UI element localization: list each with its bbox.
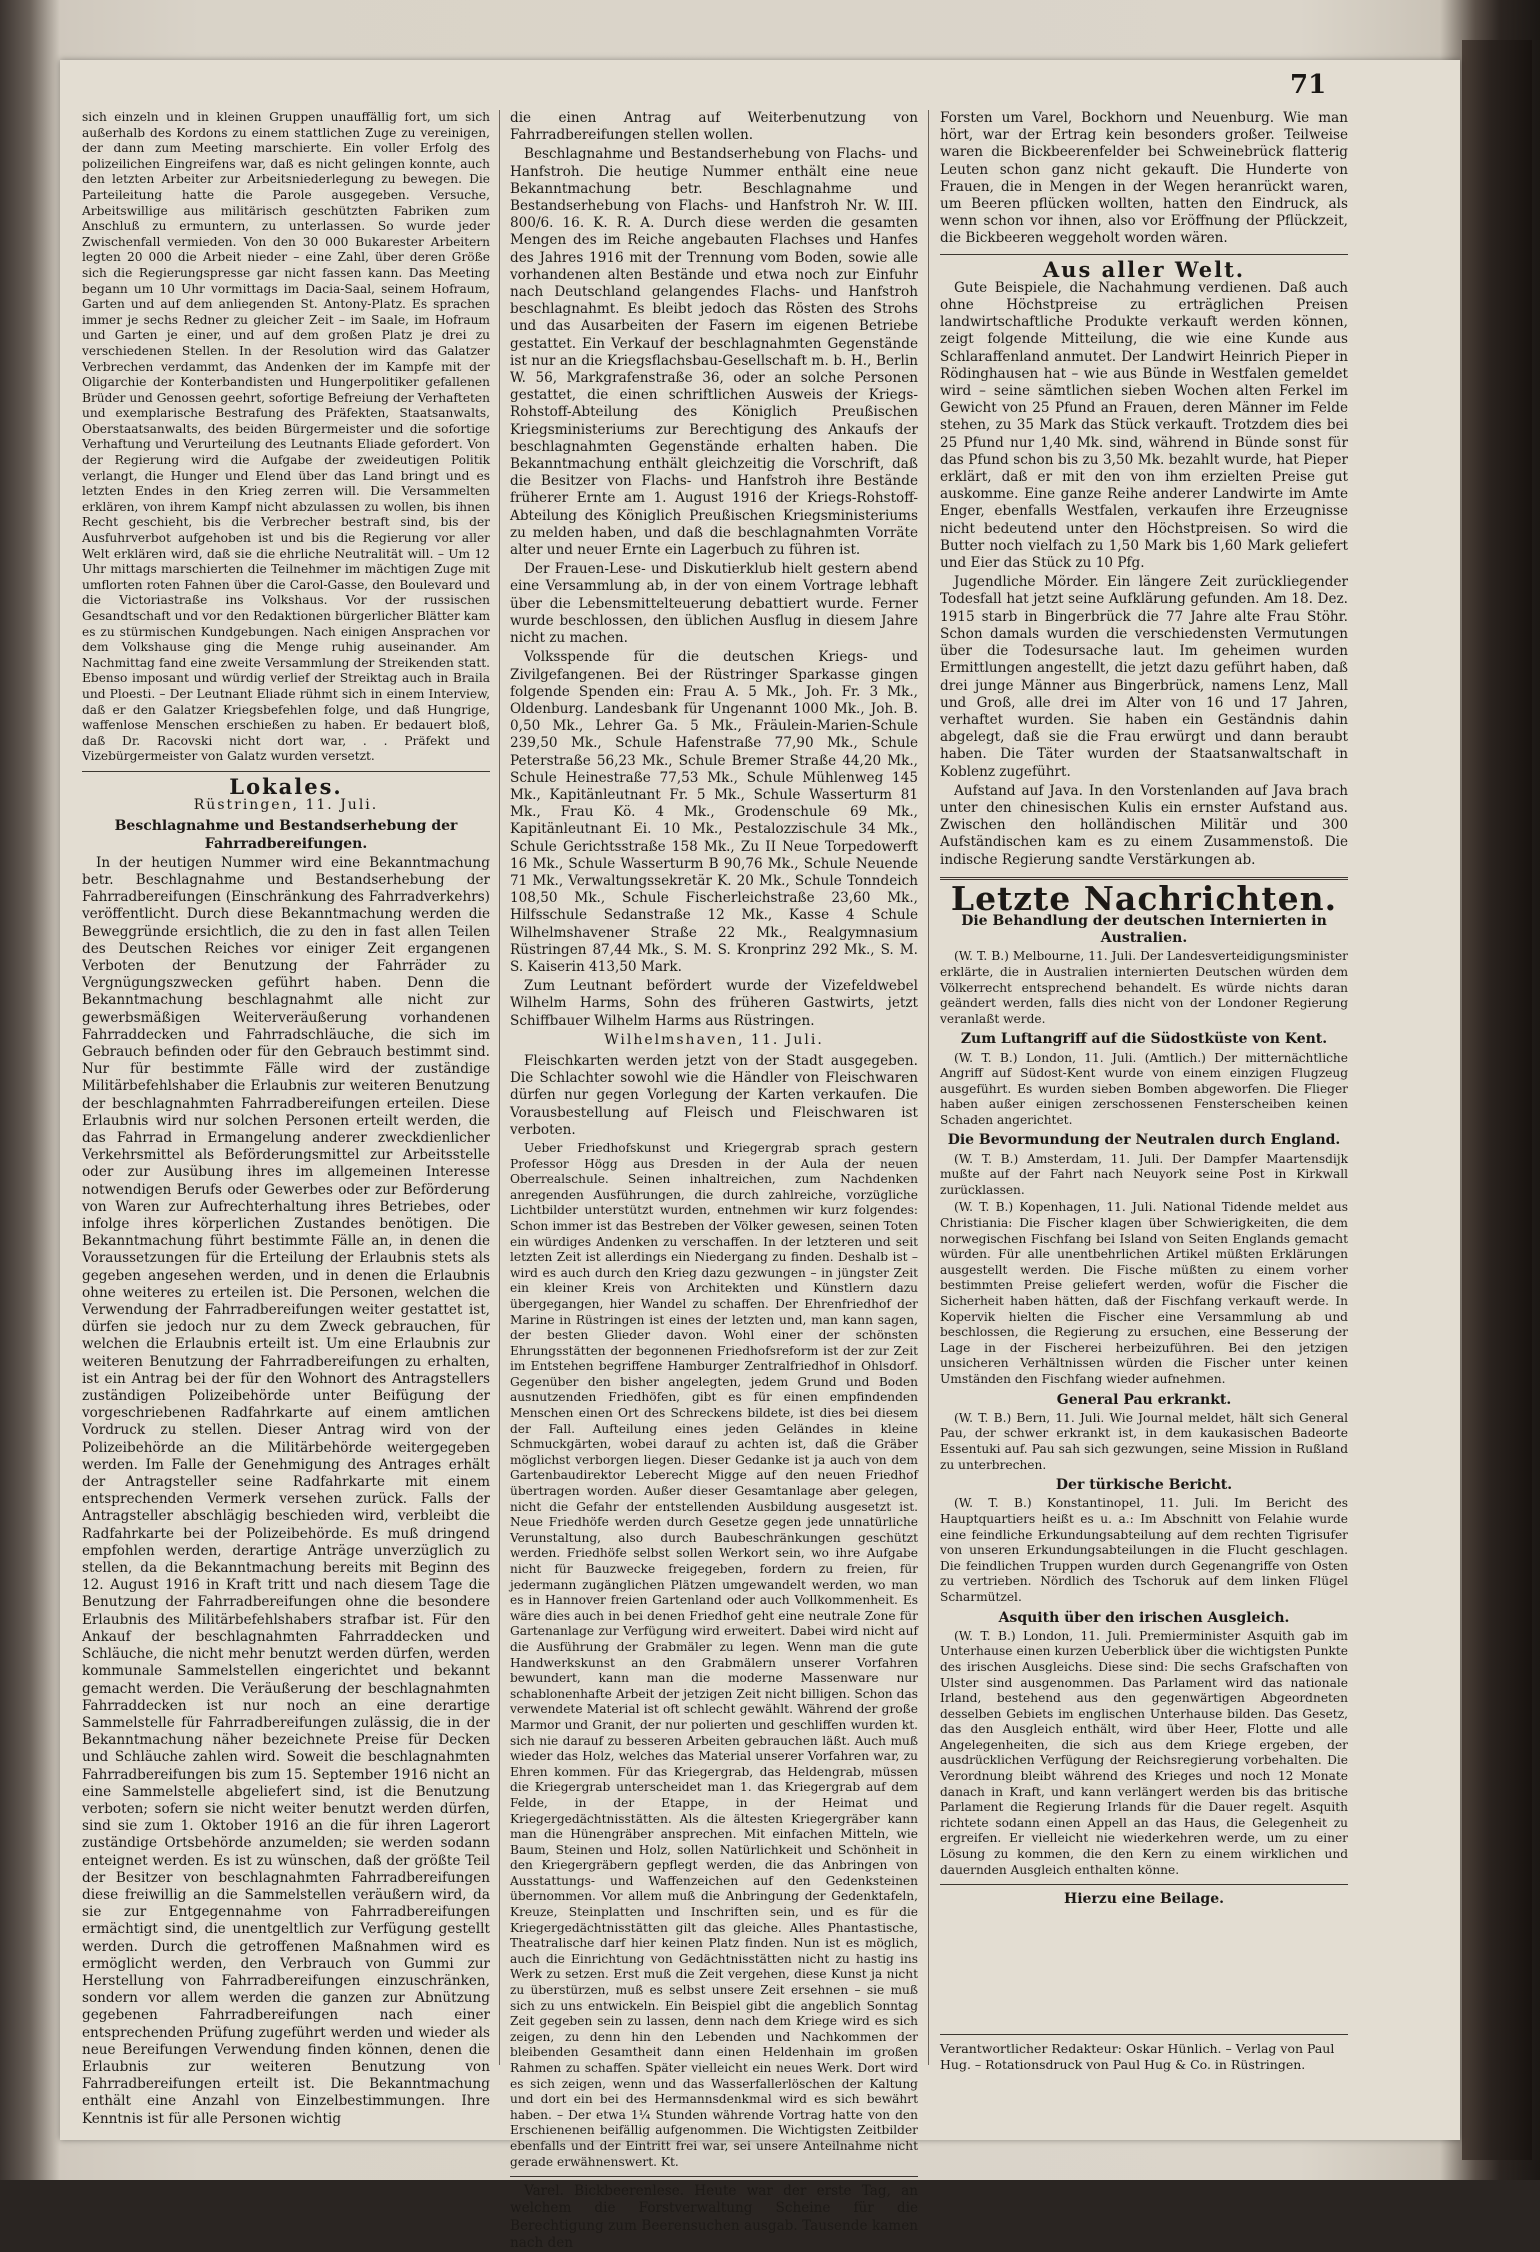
news-headline: Zum Luftangriff auf die Südostküste von Kent. bbox=[960, 1031, 1328, 1048]
article-text: Jugendliche Mörder. Ein längere Zeit zurückliegender Todesfall hat jetzt seine Aufklärung gefunden. Am 18. Dez. 1915 starb in Bingerbrück die 77 Jahre alte Frau Stöhr. Schon damals wurden die verschiedensten Vermutungen über die Todesursache laut. Im geheimen wurden Ermittlungen angestellt, die jetzt dazu geführt haben, daß drei junge Männer aus Bingerbrück, namens Lenz, Mall und Groß, alle drei im Alter von 16 und 17 Jahren, verhaftet wurden. Sie haben ein Geständnis dahin abgelegt, daß sie die Frau erwürgt und dann beraubt haben. Die Täter wurden der Staatsanwaltschaft in Koblenz zugeführt. bbox=[940, 574, 1348, 780]
news-headline: Die Behandlung der deutschen Internierten in Australien. bbox=[961, 912, 1327, 947]
section-title-large: Letzte Nachrichten. bbox=[950, 878, 1338, 918]
section-title: Aus aller Welt. bbox=[1042, 256, 1246, 282]
news-text: (W. T. B.) London, 11. Juli. (Amtlich.) Der mitternächtliche Angriff auf Südost-Kent wurde von einem einzigen Flugzeug ausgeführt. Es wurden sieben Bomben abgeworfen. Die Flieger haben außer einigen zerschossenen Fensterscheiben keinen Schaden angerichtet. bbox=[940, 1050, 1348, 1127]
dateline: Wilhelmshaven, 11. Juli. bbox=[604, 1031, 824, 1048]
divider bbox=[82, 771, 490, 772]
news-text: (W. T. B.) Kopenhagen, 11. Juli. National Tidende meldet aus Christiania: Die Fischer klagen über Schwierigkeiten, die dem norwegischen Fischfang bei Island von Seiten Englands gemacht würden. Für alle unentbehrlichen Artikel müßten Erklärungen ausgestellt werden. Die Fische müßten zu einem vorher bestimmten Preise geliefert werden, wofür die Fischer die Sicherheit haben hätten, daß der Fischfang verkauft werde. In Kopervik hielten die Fischer eine Versammlung ab und beschlossen, die Regierung zu ersuchen, eine Besserung der Lage in der Fischerei herbeizuführen. Bei den jetzigen unsicheren Verhältnissen würden die Fischer unter keinen Umständen den Fischfang wieder aufnehmen. bbox=[940, 1200, 1348, 1386]
dateline: Rüstringen, 11. Juli. bbox=[193, 797, 379, 814]
column-2 bbox=[510, 110, 918, 2251]
supplement-note: Hierzu eine Beilage. bbox=[1063, 1891, 1225, 1908]
article-headline: Beschlagnahme und Bestandserhebung der Fahrradbereifungen. bbox=[114, 818, 458, 852]
page-number: 71 bbox=[1290, 70, 1327, 100]
article-text: die einen Antrag auf Weiterbenutzung von Fahrradbereifungen stellen wollen. bbox=[510, 110, 918, 144]
news-headline: Asquith über den irischen Ausgleich. bbox=[998, 1609, 1290, 1626]
news-text: (W. T. B.) Bern, 11. Juli. Wie Journal meldet, hält sich General Pau, der schwer erkrankt ist, in dem kaukasischen Badeorte Essentuki auf. Pau sah sich gezwungen, seine Mission in Rußland zu unterbrechen. bbox=[940, 1410, 1348, 1472]
divider bbox=[940, 2034, 1348, 2035]
section-title: Lokales. bbox=[229, 773, 343, 799]
article-text: Gute Beispiele, die Nachahmung verdienen. Daß auch ohne Höchstpreise zu erträglichen Preisen landwirtschaftliche Produkte verkauft werden können, zeigt folgende Mitteilung, die wie eine Kunde aus Schlaraffenland anmutet. Der Landwirt Heinrich Pieper in Rödinghausen hat – wie aus Bünde in Westfalen gemeldet wird – seine sämtlichen sieben Wochen alten Ferkel im Gewicht von 25 Pfund an Frauen, deren Männer im Felde stehen, zu 35 Mark das Stück verkauft. Trotzdem dies bei 25 Pfund nur 1,40 Mk. sind, während in Bünde sonst für das Pfund schon bis zu 3,50 Mk. bezahlt wurde, hat Pieper erklärt, daß er mit den von ihm erzielten Preise gut auskomme. Eine ganze Reihe anderer Landwirte im Amte Enger, ebenfalls Westfalen, verkaufen ihre Erzeugnisse nicht bedeutend unter den Höchstpreisen. So wird die Butter noch vielfach zu 1,50 Mark bis 1,60 Mark geliefert und Eier das Stück zu 10 Pfg. bbox=[940, 279, 1348, 572]
article-text: Der Frauen-Lese- und Diskutierklub hielt gestern abend eine Versammlung ab, in der von einem Vortrage lebhaft über die Lebensmittelteuerung debattiert wurde. Ferner wurde beschlossen, den üblichen Ausflug in diesem Jahre nicht zu machen. bbox=[510, 561, 918, 647]
article-text: Beschlagnahme und Bestandserhebung von Flachs- und Hanfstroh. Die heutige Nummer enthält eine neue Bekanntmachung betr. Beschlagnahme und Bestandserhebung von Flachs- und Hanfstroh Nr. W. III. 800/6. 16. K. R. A. Durch diese werden die gesamten Mengen des im Reiche angebauten Flachses und Hanfes des Jahres 1916 mit der Trennung vom Boden, sowie alle vorhandenen alten Bestände und etwa noch zur Einfuhr nach Deutschland gelangendes Flachs- und Hanfstroh beschlagnahmt. Es bleibt jedoch das Rösten des Strohs und das Ausarbeiten der Fasern im eigenen Betriebe gestattet. Ein Verkauf der beschlagnahmten Gegenstände ist nur an die Kriegsflachsbau-Gesellschaft m. b. H., Berlin W. 56, Markgrafenstraße 36, oder an solche Personen gestattet, die einen schriftlichen Ausweis der Kriegs-Rohstoff-Abteilung des Königlich Preußischen Kriegsministeriums zur Berechtigung des Ankaufs der beschlagnahmten Gegenstände erhalten haben. Die Bekanntmachung enthält gleichzeitig die Vorschrift, daß die Besitzer von Flachs- und Hanfstroh ihre Bestände früherer Ernte am 1. August 1916 der Kriegs-Rohstoff-Abteilung des Königlich Preußischen Kriegsministeriums zu melden haben, und daß die beschlagnahmten Vorräte alter und neuer Ernte ein Lagerbuch zu führen ist. bbox=[510, 146, 918, 559]
article-text: Volksspende für die deutschen Kriegs- und Zivilgefangenen. Bei der Rüstringer Sparkasse gingen folgende Spenden ein: Frau A. 5 Mk., Joh. Fr. 3 Mk., Oldenburg. Landesbank für Ungenannt 1000 Mk., Joh. B. 0,50 Mk., Lehrer Ga. 5 Mk., Fräulein-Marien-Schule 239,50 Mk., Schule Hafenstraße 77,90 Mk., Schule Peterstraße 56,23 Mk., Schule Bremer Straße 44,20 Mk., Schule Heinestraße 77,53 Mk., Schule Mühlenweg 145 Mk., Kapitänleutnant Fr. 5 Mk., Schule Wasserturm 81 Mk., Frau Kö. 4 Mk., Grodenschule 69 Mk., Kapitänleutnant Ei. 10 Mk., Pestalozzischule 34 Mk., Schule Gerichtsstraße 158 Mk., Zu II Neue Torpedowerft 16 Mk., Schule Wasserturm B 90,76 Mk., Schule Neuende 71 Mk., Verwaltungssekretär K. 20 Mk., Schule Tonndeich 108,50 Mk., Schule Fischerleichstraße 23,60 Mk., Hilfsschule Sedanstraße 12 Mk., Kasse 4 Schule Wilhelmshavener Straße 22 Mk., Realgymnasium Rüstringen 87,44 Mk., S. M. S. Kronprinz 292 Mk., S. M. S. Kaiserin 413,50 Mark. bbox=[510, 649, 918, 975]
news-headline: Die Bevormundung der Neutralen durch England. bbox=[947, 1132, 1341, 1149]
article-text: In der heutigen Nummer wird eine Bekanntmachung betr. Beschlagnahme und Bestandserhebung der Fahrradbereifungen (Einschränkung des Fahrradverkehrs) veröffentlicht. Durch diese Bekanntmachung werden die Beweggründe ersichtlich, die zu den in fast allen Teilen des Deutschen Reiches vor einiger Zeit ergangenen Verboten der Benutzung der Fahrräder zu Vergnügungszwecken geführt haben. Denn die Bekanntmachung beschlagnahmt alle nicht zur gewerbsmäßigen Weiterveräußerung vorhandenen Fahrraddecken und Fahrradschläuche, die sich im Gebrauch befinden oder für den Gebrauch bestimmt sind. Nur für bestimmte Fälle wird der zuständige Militärbefehlshaber die Erlaubnis zur weiteren Benutzung der beschlagnahmten Fahrradbereifungen erteilen. Diese Erlaubnis wird nur solchen Personen erteilt werden, die das Fahrrad in Ermangelung anderer zweckdienlicher Verkehrsmittel als Beförderungsmittel zur Arbeitsstelle oder zur Ausübung ihres im allgemeinen Interesse notwendigen Berufs oder Gewerbes oder zur Beförderung von Waren zur Aufrechterhaltung ihres Betriebes, oder infolge ihres körperlichen Zustandes benötigen. Die Bekanntmachung führt bestimmte Fälle an, in denen die Voraussetzungen für die Erteilung der Erlaubnis stets als gegeben angesehen werden, und in denen die Erlaubnis ohne weiteres zu erteilen ist. Die Personen, welchen die Verwendung der Fahrradbereifungen weiter gestattet ist, dürfen sie jedoch nur zu dem Zweck gebrauchen, für welchen die Erlaubnis erteilt ist. Um eine Erlaubnis zur weiteren Benutzung der Fahrradbereifungen zu erhalten, ist ein Antrag bei der für den Wohnort des Antragstellers zuständigen Polizeibehörde unter Beifügung der vorgeschriebenen Radfahrkarte auf einem amtlichen Vordruck zu stellen. Dieser Antrag wird von der Polizeibehörde an die Militärbehörde weitergegeben werden. Im Falle der Genehmigung des Antrages erhält der Antragsteller seine Radfahrkarte mit einem entsprechenden Vermerk versehen zurück. Falls der Antragsteller abschlägig beschieden wird, verbleibt die Radfahrkarte bei der Polizeibehörde. Es muß dringend empfohlen werden, derartige Anträge unverzüglich zu stellen, da die Bekanntmachung bereits mit Beginn des 12. August 1916 in Kraft tritt und nach diesem Tage die Benutzung der Fahrradbereifungen ohne die besondere Erlaubnis des Militärbefehlshabers strafbar ist. Für den Ankauf der beschlagnahmten Fahrraddecken und Schläuche, die nicht mehr benutzt werden dürfen, werden kommunale Sammelstellen eingerichtet und bekannt gemacht werden. Die Veräußerung der beschlagnahmten Fahrraddecken ist nur noch an eine derartige Sammelstelle für Fahrradbereifungen zulässig, die in der Bekanntmachung näher bezeichnete Preise für Decken und Schläuche zahlen wird. Soweit die beschlagnahmten Fahrradbereifungen bis zum 15. September 1916 nicht an eine Sammelstelle abgeliefert sind, ist die Benutzung verboten; sofern sie nicht weiter benutzt werden dürfen, sind sie zum 1. Oktober 1916 an die für ihren Lagerort zuständige Ortsbehörde anzumelden; sie werden sodann enteignet werden. Es ist zu wünschen, daß der größte Teil der Besitzer von beschlagnahmten Fahrradbereifungen diese freiwillig an die Sammelstellen veräußern wird, da sie zur Entgegennahme von Fahrradbereifungen ermächtigt sind, die unentgeltlich zur Verfügung gestellt werden. Durch die getroffenen Maßnahmen wird es ermöglicht werden, den Verbrauch von Gummi zur Herstellung von Fahrradbereifungen einzuschränken, sondern vor allem werden die ganzen zur Abnützung gegebenen Fahrradbereifungen nach einer entsprechenden Prüfung zugeführt werden und wieder als neue Bereifungen Verwendung finden können, denen die Erlaubnis zur weiteren Benutzung von Fahrradbereifungen erteilt ist. Die Bekanntmachung enthält eine Anzahl von Einzelbestimmungen. Ihre Kenntnis ist für alle Personen wichtig bbox=[82, 854, 490, 2127]
article-text: Forsten um Varel, Bockhorn und Neuenburg. Wie man hört, war der Ertrag kein besonders großer. Teilweise waren die Bickbeerenfelder bei Schweinebrück flatterig Leuten schon ganz nicht gekauft. Die Hunderte von Frauen, die in Mengen in der Wegen heranrückt waren, um Beeren pflücken wollten, hatten den Eindruck, als wenn schon vor ihnen, also vor Eröffnung der Pflückzeit, die Bickbeeren weggeholt worden wären. bbox=[940, 110, 1348, 247]
column-rule bbox=[928, 110, 929, 2065]
news-text: (W. T. B.) London, 11. Juli. Premierminister Asquith gab im Unterhause einen kurzen Ueberblick über die wichtigsten Punkte des irischen Ausgleichs. Diese sind: Die sechs Grafschaften von Ulster sind ausgenommen. Das Parlament wird das nationale Irland, bestehend aus den gegenwärtigen Abgeordneten desselben Gebiets im englischen Unterhause bilden. Das Gesetz, das den Ausgleich enthält, wird über Heer, Flotte und alle Angelegenheiten, die sich aus dem Kriege ergeben, der ausdrücklichen Verfügung der Reichsregierung vorbehalten. Die Verordnung bleibt während des Krieges und noch 12 Monate danach in Kraft, und kann verlängert werden bis das britische Parlament die Regierung Irlands für die Dauer regelt. Asquith richtete sodann einen Appell an das Haus, die Gelegenheit zu ergreifen. Er vielleicht nie wiederkehren werde, um zu einer Lösung zu kommen, die den Kern zu einem wirklichen und dauernden Ausgleich enthalten könne. bbox=[940, 1628, 1348, 1877]
book-binding bbox=[1462, 40, 1532, 2160]
news-text: (W. T. B.) Konstantinopel, 11. Juli. Im Bericht des Hauptquartiers heißt es u. a.: Im Abschnitt von Felahie wurde eine feindliche Erkundungsabteilung auf dem rechten Tigrisufer von unseren Erkundungsabteilungen in die Flucht geschlagen. Die feindlichen Truppen wurden durch Gegenangriffe von Osten zu vertrieben. Nördlich des Tschoruk auf dem linken Flügel Scharmützel. bbox=[940, 1496, 1348, 1604]
news-headline: Der türkische Bericht. bbox=[1055, 1477, 1233, 1494]
imprint-text: Verantwortlicher Redakteur: Oskar Hünlich. – Verlag von Paul Hug. – Rotationsdruck von Paul Hug & Co. in Rüstringen. bbox=[940, 2041, 1335, 2072]
news-text: (W. T. B.) Melbourne, 11. Juli. Der Landesverteidigungsminister erklärte, die in Australien internierten Deutschen würden dem Völkerrecht entsprechend behandelt. Es würde nichts daran geändert werden, falls dies nicht von der Londoner Regierung veranlaßt werde. bbox=[940, 949, 1348, 1026]
column-3 bbox=[940, 110, 1348, 2025]
divider bbox=[940, 1884, 1348, 1885]
imprint bbox=[940, 2028, 1348, 2073]
divider bbox=[510, 2176, 918, 2177]
news-headline: General Pau erkrankt. bbox=[1056, 1391, 1232, 1408]
article-text: Varel. Bickbeerenlese. Heute war der erste Tag, an welchem die Forstverwaltung Scheine für die Berechtigung zum Beerensuchen ausgab. Tausende kamen nach den bbox=[510, 2183, 918, 2251]
article-text: Ueber Friedhofskunst und Kriegergrab sprach gestern Professor Högg aus Dresden in der Aula der neuen Oberrealschule. Seinen inhaltreichen, zum Nachdenken anregenden Ausführungen, die durch zahlreiche, vorzügliche Lichtbilder unterstützt wurden, entnehmen wir kurz folgendes: Schon immer ist das Bestreben der Völker gewesen, seinen Toten ein würdiges Andenken zu verschaffen. In der letzteren und seit letzten Zeit ist allerdings ein Niedergang zu finden. Deshalb ist – wird es auch durch den Krieg dazu gezwungen – in jüngster Zeit ein kleiner Kreis von Architekten und Künstlern dazu übergegangen, hier Wandel zu schaffen. Der Ehrenfriedhof der Marine in Rüstringen ist eines der letzten und, man kann sagen, der besten Glieder davon. Wohl einer der schönsten Ehrungsstätten der begonnenen Friedhofsreform ist der zur Zeit im Entstehen begriffene Hamburger Zentralfriedhof in Ohlsdorf. Gegenüber den bisher angelegten, jedem Grund und Boden ausnutzenden Friedhöfen, gibt es für einen empfindenden Menschen einen Ort des Schreckens bildete, ist dies bei diesem der Fall. Aufteilung eines jeden Geländes in kleine Schmuckgärten, wobei darauf zu achten ist, daß die Gräber möglichst verborgen liegen. Dieser Gedanke ist ja auch von dem Gartenbaudirektor Leberecht Migge auf den neuen Friedhof übertragen worden. Außer dieser Gesamtanlage aber gelegen, nicht die Gefahr der entstellenden Ausbildung ausgesetzt ist. Neue Friedhöfe werden durch Gesetze gegen jede unnatürliche Verunstaltung, also durch Baubeschränkungen geschützt werden. Friedhöfe selbst sollen Werkort sein, wo ihre Aufgabe nicht für Bauzwecke freigegeben, fordern zu freien, für jedermann zugänglichen Plätzen umgewandelt werden, wo man es in Hannover freien Gartenland oder auch Vollkommenheit. Es wäre dies auch in bei denen Friedhof geht eine neutrale Zone für Gartenanlage zur Verfügung wird erweitert. Dabei wird nicht auf die Ausführung der Grabmäler zu legen. Wenn man die gute Handwerkskunst an den Grabmälern unserer Vorfahren bewundert, kann man die moderne Massenware nur schablonenhafte Arbeit der jetzigen Zeit nicht billigen. Schon das verwendete Material ist oft schlecht gewählt. Während der große Marmor und Granit, der nur polierten und geschliffen wurden kt. sich nie darauf zu besseren Arbeiten gebrauchen läßt. Auch muß wieder das Holz, welches das Material unserer Vorfahren war, zu Ehren kommen. Für das Kriegergrab, das Heldengrab, müssen die Kriegergrab unterscheidet man 1. das Kriegergrab auf dem Felde, in der Etappe, in der Heimat und Kriegergedächtnisstätten. Als die ältesten Kriegergräber kann man die Hünengräber ansprechen. Mit einfachen Mitteln, wie Baum, Steinen und Holz, sollen Natürlichkeit und Schönheit in den Kriegergräbern gepflegt werden, die das Anbringen von Ausstattungs- und Waffenzeichen auf den Gedenksteinen übernommen. Vor allem muß die Anbringung der Gedenktafeln, Kreuze, Steinplatten und Inschriften sein, und es für die Kriegergedächtnisstätten gilt das gleiche. Alles Phantastische, Theatralische darf hier keinen Platz finden. Nun ist es möglich, auch die Einrichtung von Gedächtnisstätten nicht zu hastig ins Werk zu setzen. Erst muß die Zeit vergehen, diese Kunst ja nicht zu überstürzen, muß es selbst unsere Zeit ersehnen – sie muß sich zu uns entwickeln. Ein Beispiel gibt die angeblich Sonntag Zeit gegeben sein zu lassen, denn nach dem Kriege wird es sich zeigen, zu denn hin den Lebenden und Nachkommen der bleibenden Gesamtheit dann einen Heldenhain im großen Rahmen zu schaffen. Später vielleicht ein neues Werk. Dort wird es sich zeigen, wenn und das Wasserfallerlöschen der Kaltung und dort ein bei des Hermannsdenkmal wird es sich bewährt haben. – Der etwa 1¼ Stunden währende Vortrag hatte von den Erschienenen beifällig aufgenommen. Die Wichtigsten Zeitbilder ebenfalls und der Eintritt frei war, sei unsere Anteilnahme nicht gerade erwähnenswert. Kt. bbox=[510, 1140, 918, 2169]
article-text: Fleischkarten werden jetzt von der Stadt ausgegeben. Die Schlachter sowohl wie die Händler von Fleischwaren dürfen nur gegen Vorlegung der Karten verkaufen. Die Vorausbestellung auf Fleisch und Fleischwaren ist verboten. bbox=[510, 1052, 918, 1138]
news-text: (W. T. B.) Amsterdam, 11. Juli. Der Dampfer Maartensdijk mußte auf der Fahrt nach Neuyork seine Post in Kirkwall zurücklassen. bbox=[940, 1151, 1348, 1197]
article-text: Aufstand auf Java. In den Vorstenlanden auf Java brach unter den chinesischen Kulis ein ernster Aufstand aus. Zwischen den holländischen Militär und 300 Aufständischen kam es zu einem Zusammenstoß. Die indische Regierung sandte Verstärkungen ab. bbox=[940, 782, 1348, 868]
article-text: Zum Leutnant befördert wurde der Vizefeldwebel Wilhelm Harms, Sohn des früheren Gastwirts, jetzt Schiffbauer Wilhelm Harms aus Rüstringen. bbox=[510, 978, 918, 1029]
divider bbox=[940, 254, 1348, 255]
article-text: sich einzeln und in kleinen Gruppen unauffällig fort, um sich außerhalb des Kordons zu einem stattlichen Zuge zu vereinigen, der dann zum Meeting marschierte. Ein voller Erfolg des polizeilichen Eingreifens war, daß es nicht gelingen konnte, auch den letzten Arbeiter zur Arbeitsniederlegung zu bewegen. Die Parteileitung hatte die Parole ausgegeben. Versuche, Arbeitswillige aus militärisch geschützten Fabriken zum Anschluß zu ermuntern, zu unterlassen. So wurde jeder Zwischenfall vermieden. Von den 30 000 Bukarester Arbeitern legten 20 000 die Arbeit nieder – eine Zahl, über deren Größe sich die Regierungspresse gar nicht fassen kann. Das Meeting begann um 10 Uhr vormittags im Dacia-Saal, seinem Hofraum, Garten und auf dem anliegenden St. Antony-Platz. Es sprachen immer je sechs Redner zu gleicher Zeit – im Saale, im Hofraum und Garten je einer, und auf dem großen Platz je drei zu verschiedenen Stellen. In der Resolution wird das Galatzer Verbrechen verdammt, das Andenken der im Kampfe mit der Oligarchie der Konterbandisten und Hungerpolitiker gefallenen Brüder und Genossen geehrt, sofortige Befreiung der Verhafteten und exemplarische Bestrafung des Präfekten, Staatsanwalts, Oberstaatsanwalts, des beiden Bürgermeister und die sofortige Verhaftung und Verurteilung des Leutnants Eliade gefordert. Von der Regierung wird die Aufgabe der zweideutigen Politik verlangt, die Hunger und Elend über das Land bringt und es letzten Endes in den Krieg zerren will. Die Versammelten erklären, von ihrem Kampf nicht abzulassen zu wollen, bis ihnen Recht geschieht, bis die Verbrecher bestraft sind, bis der Ausfuhrverbot aufgehoben ist und bis die Regierung vor aller Welt erklären wird, daß sie die ehrliche Neutralität will. – Um 12 Uhr mittags marschierten die Teilnehmer im mächtigen Zuge mit umflorten roten Fahnen über die Carol-Gasse, den Boulevard und die Victoriastraße ins Volkshaus. Vor der russischen Gesandtschaft und vor den Redaktionen bürgerlicher Blätter kam es zu stürmischen Kundgebungen. Nach einigen Ansprachen vor dem Volkshause ging die Menge ruhig auseinander. Am Nachmittag fand eine zweite Versammlung der Streikenden statt. Ebenso imposant und würdig verlief der Streiktag auch in Braila und Ploesti. – Der Leutnant Eliade rühmt sich in einem Interview, daß er den Galatzer Kriegsbefehlen folge, und daß Hungrige, waffenlose Menschen erschießen zu haben. Er bedauert bloß, daß Dr. Racovski nicht dort war, . . Präfekt und Vizebürgermeister von Galatz wurden versetzt. bbox=[82, 110, 490, 764]
column-1 bbox=[82, 110, 490, 2127]
column-rule bbox=[499, 110, 500, 2065]
